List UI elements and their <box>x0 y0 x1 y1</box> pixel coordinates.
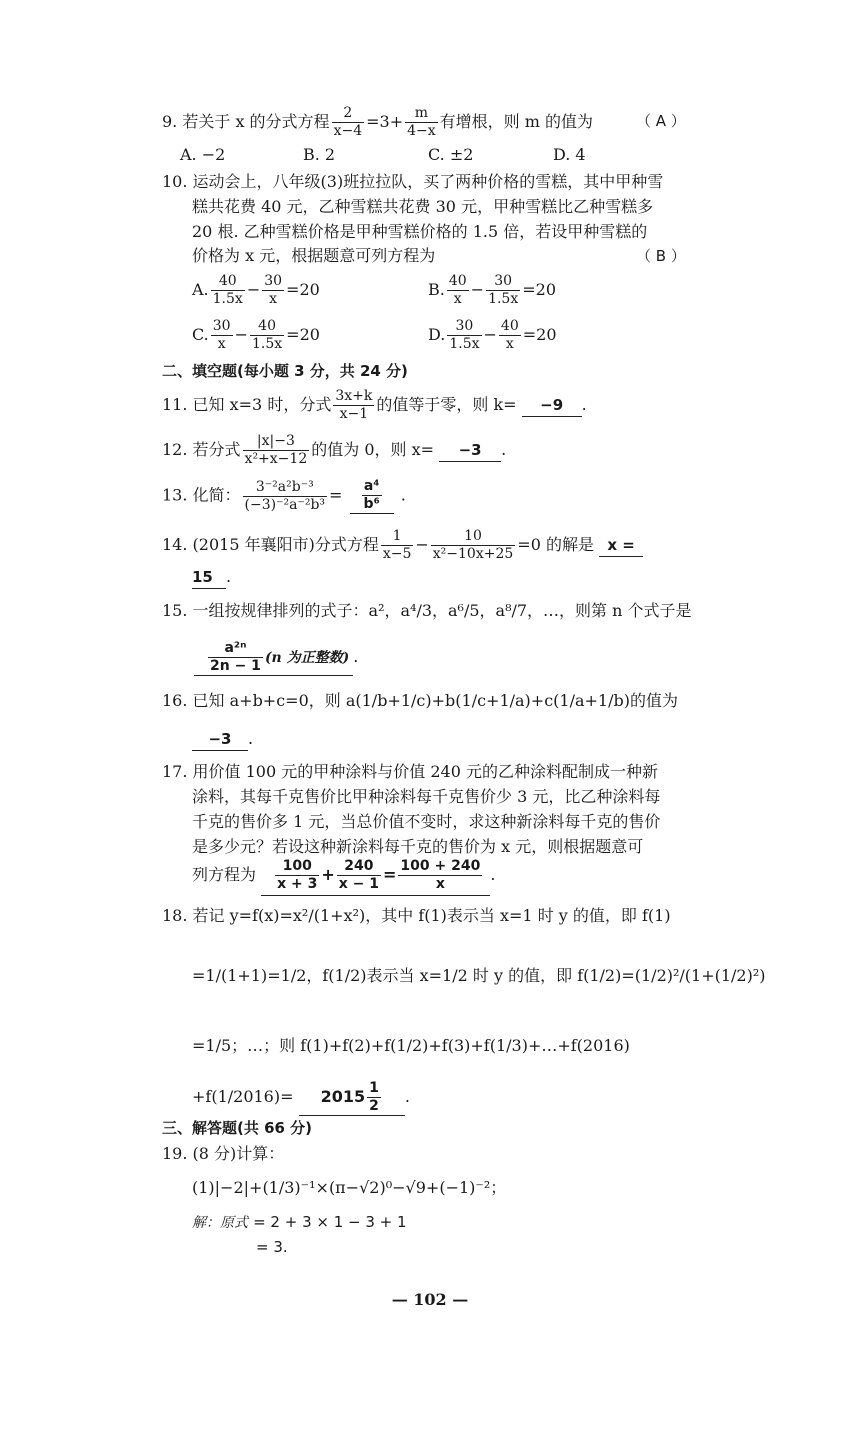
q19-solution-line-1: 解：原式 = 2 + 3 × 1 − 3 + 1 <box>192 1213 407 1231</box>
q9-answer: （ A ） <box>636 112 686 130</box>
q19-solution-line-2: = 3. <box>256 1238 288 1256</box>
q13: 13. 化简： $\frac{\text{3⁻²a²b⁻³}}{\text{(−3)⁻²a⁻²b³}}$ = $\frac{\text{a⁴}}{\text{b⁶}}$ . <box>162 478 406 513</box>
q10-line-1: 10. 运动会上，八年级(3)班拉拉队，买了两种价格的雪糕，其中甲种雪 <box>162 172 664 191</box>
q13-answer: $\frac{\text{a⁴}}{\text{b⁶}}$ <box>350 478 394 514</box>
q10-line-2: 糕共花费 40 元，乙种雪糕共花费 30 元，甲种雪糕比乙种雪糕多 <box>192 197 654 216</box>
q16-stem: 16. 已知 a+b+c=0，则 a(1/b+1/c)+b(1/c+1/a)+c(1/a+1/b)的值为 <box>162 691 678 710</box>
q11-answer: −9 <box>522 394 582 417</box>
q9-option-a: A. −2 <box>180 145 226 164</box>
q17-answer: $\frac{100}{x + 3}$ + $\frac{240}{x - 1}$ = $\frac{100 + 240}{x}$ <box>261 858 490 896</box>
q9-option-c: C. ±2 <box>428 145 474 164</box>
q11: 11. 已知 x=3 时，分式 $\frac{3x+k}{x-1}$ 的值等于零，则 k= −9 . <box>162 388 587 422</box>
q19-part-1: (1)|−2|+(1/3)⁻¹×(π−√2)⁰−√9+(−1)⁻²； <box>192 1178 507 1197</box>
section-3-heading: 三、解答题(共 66 分) <box>162 1119 313 1137</box>
q10-option-d: D. $\frac{30}{1.5x}$ − $\frac{40}{x}$ =20 <box>428 318 557 352</box>
q15-answer: $\frac{\text{a²ⁿ}}{2n - 1}$ (n 为正整数) . <box>194 640 358 676</box>
q10-option-b: B. $\frac{40}{x}$ − $\frac{30}{1.5x}$ =20 <box>428 273 557 307</box>
q9-option-b: B. 2 <box>303 145 336 164</box>
q15-stem: 15. 一组按规律排列的式子：a²，a⁴/3，a⁶/5，a⁸/7，…，则第 n 个式子是 <box>162 601 692 620</box>
q17-line-2: 涂料，其每千克售价比甲种涂料每千克售价少 3 元，比乙种涂料每 <box>192 787 661 806</box>
q14-answer-part2: 15 <box>192 566 226 589</box>
q18-answer: 2015 $\frac{1}{2}$ <box>299 1080 405 1116</box>
q17-equation: 列方程为 $\frac{100}{x + 3}$ + $\frac{240}{x - 1}$ = $\frac{100 + 240}{x}$ . <box>192 858 495 896</box>
q12: 12. 若分式 $\frac{|x|-3}{\text{x²+x−12}}$ 的值为 0，则 x= −3 . <box>162 433 507 467</box>
q18-line-1: 18. 若记 y=f(x)=x²/(1+x²)，其中 f(1)表示当 x=1 时 y 的值，即 f(1) <box>162 906 671 925</box>
q16-answer: −3 <box>192 728 248 751</box>
q16-continued: −3 . <box>192 728 253 751</box>
q14-continued: 15 . <box>192 566 231 589</box>
q9-stem: 9. 若关于 x 的分式方程 $\frac{2}{x-4}$ =3+ $\frac{m}{4-x}$ 有增根，则 m 的值为 <box>162 105 594 139</box>
section-2-heading: 二、填空题(每小题 3 分，共 24 分) <box>162 362 408 380</box>
page-number: — 102 — <box>391 1290 469 1309</box>
q14-answer-part1: x = <box>599 534 643 557</box>
q17-line-1: 17. 用价值 100 元的甲种涂料与价值 240 元的乙种涂料配制成一种新 <box>162 762 658 781</box>
q10-option-c: C. $\frac{30}{x}$ − $\frac{40}{1.5x}$ =20 <box>192 318 320 352</box>
q10-option-a: A. $\frac{40}{1.5x}$ − $\frac{30}{x}$ =20 <box>192 273 320 307</box>
q17-line-3: 千克的售价多 1 元，当总价值不变时，求这种新涂料每千克的售价 <box>192 812 661 831</box>
q10-line-3: 20 根. 乙种雪糕价格是甲种雪糕价格的 1.5 倍，若设甲种雪糕的 <box>192 222 648 241</box>
q12-answer: −3 <box>439 439 501 462</box>
q10-answer: （ B ） <box>636 247 686 265</box>
q10-line-4: 价格为 x 元，根据题意可列方程为 <box>192 246 436 265</box>
q9-option-d: D. 4 <box>553 145 586 164</box>
q18-line-4: +f(1/2016)= 2015 $\frac{1}{2}$ . <box>192 1080 410 1114</box>
q18-line-3: =1/5；…；则 f(1)+f(2)+f(1/2)+f(3)+f(1/3)+…+f(2016) <box>192 1036 630 1055</box>
q14: 14. (2015 年襄阳市)分式方程 $\frac{1}{x-5}$ − $\frac{10}{\text{x²−10x+25}}$ =0 的解是 x = <box>162 528 643 563</box>
q18-line-2: =1/(1+1)=1/2，f(1/2)表示当 x=1/2 时 y 的值，即 f(1/2)=(1/2)²/(1+(1/2)²) <box>192 966 766 985</box>
q17-line-4: 是多少元？若设这种新涂料每千克的售价为 x 元，则根据题意可 <box>192 837 644 856</box>
q19-title: 19. (8 分)计算： <box>162 1144 285 1163</box>
